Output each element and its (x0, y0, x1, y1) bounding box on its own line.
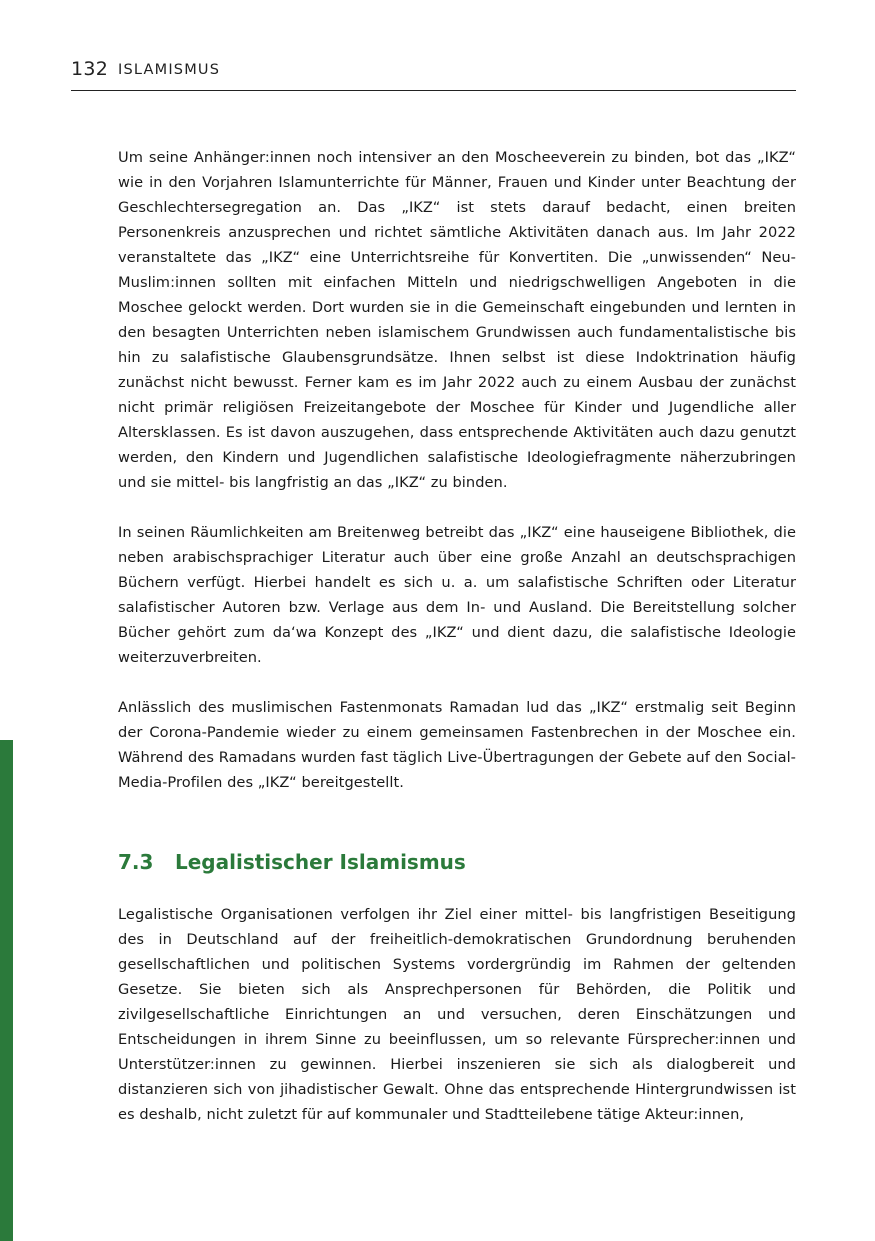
paragraph-legalistic: Legalistische Organisationen verfolgen ihr Ziel einer mittel- bis langfristigen Beseitigung des in Deutschland auf der freiheitlich-demokratischen Grundordnung beruhenden gesellschaftlichen und politischen Systems vordergründig im Rahmen der geltenden Gesetze. Sie bieten sich als Ansprechpersonen für Behörden, die Politik und zivilgesellschaftliche Einrichtungen an und versuchen, deren Einschätzungen und Entscheidungen in ihrem Sinne zu beeinflussen, um so relevante Fürsprecher:innen und Unterstützer:innen zu gewinnen. Hierbei inszenieren sie sich als dialogbereit und distanzieren sich von jihadistischer Gewalt. Ohne das entsprechende Hintergrundwissen ist es deshalb, nicht zuletzt für auf kommunaler und Stadtteilebene tätige Akteur:innen, (118, 906, 796, 1123)
chapter-marker-bar (0, 740, 13, 1241)
page-number: 132 (71, 58, 109, 80)
paragraph-ikz-library: In seinen Räumlichkeiten am Breitenweg betreibt das „IKZ“ eine hauseigene Bibliothek, die neben arabischsprachiger Literatur auch über eine große Anzahl an deutschsprachigen Büchern verfügt. Hierbei handelt es sich u. a. um salafistische Schriften oder Literatur salafistischer Autoren bzw. Verlage aus dem In- und Ausland. Die Bereitstellung solcher Bücher gehört zum da‘wa Konzept des „IKZ“ und dient dazu, die salafistische Ideologie weiterzuverbreiten. (118, 524, 796, 666)
section-title: Legalistischer Islamismus (175, 850, 466, 874)
section-heading (118, 843, 796, 881)
section-number: 7.3 (118, 850, 154, 874)
main-content (118, 145, 796, 1127)
running-title: ISLAMISMUS (118, 62, 221, 78)
paragraph-ikz-lessons: Um seine Anhänger:innen noch intensiver an den Moscheeverein zu binden, bot das „IKZ“ wie in den Vorjahren Islamunterrichte für Männer, Frauen und Kinder unter Beachtung der Geschlechtersegregation an. Das „IKZ“ ist stets darauf bedacht, einen breiten Personenkreis anzusprechen und richtet sämtliche Aktivitäten danach aus. Im Jahr 2022 veranstaltete das „IKZ“ eine Unterrichtsreihe für Konvertiten. Die „unwissenden“ Neu-Muslim:innen sollten mit einfachen Mitteln und niedrigschwelligen Angeboten in die Moschee gelockt werden. Dort wurden sie in die Gemeinschaft eingebunden und lernten in den besagten Unterrichten neben islamischem Grundwissen auch fundamentalistische bis hin zu salafistische Glaubensgrundsätze. Ihnen selbst ist diese Indoktrination häufig zunächst nicht bewusst. Ferner kam es im Jahr 2022 auch zu einem Ausbau der zunächst nicht primär religiösen Freizeitangebote der Moschee für Kinder und Jugendliche aller Altersklassen. Es ist davon auszugehen, dass entsprechende Aktivitäten auch dazu genutzt werden, den Kindern und Jugendlichen salafistische Ideologiefragmente näherzubringen und sie mittel- bis langfristig an das „IKZ“ zu binden. (118, 149, 796, 491)
paragraph-ikz-ramadan: Anlässlich des muslimischen Fastenmonats Ramadan lud das „IKZ“ erstmalig seit Beginn der Corona-Pandemie wieder zu einem gemeinsamen Fastenbrechen in der Moschee ein. Während des Ramadans wurden fast täglich Live-Übertragungen der Gebete auf den Social-Media-Profilen des „IKZ“ bereitgestellt. (118, 699, 796, 791)
page-header (71, 56, 796, 91)
